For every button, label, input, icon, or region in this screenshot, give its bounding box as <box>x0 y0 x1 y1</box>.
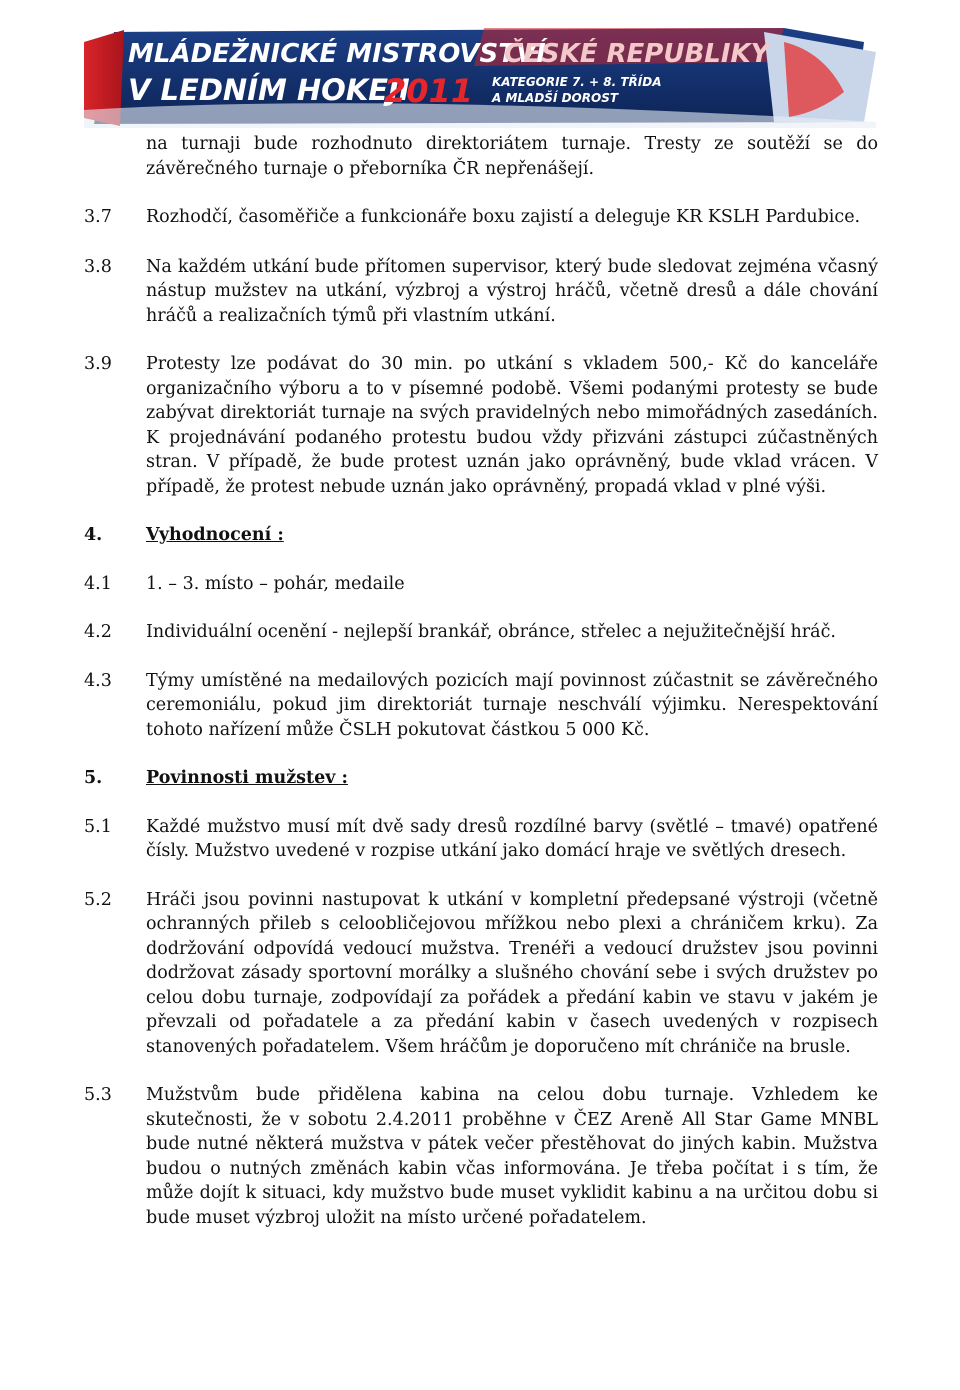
item-text: na turnaji bude rozhodnuto direktoriátem turnaje. Tresty ze soutěží se do závěrečného turnaje o přeborníka ČR nepřenášejí. <box>146 134 878 179</box>
heading-text: Povinnosti mužstev : <box>146 768 348 788</box>
item-number: 4. <box>84 525 103 545</box>
list-item <box>84 620 878 645</box>
item-number: 4.1 <box>84 573 112 594</box>
item-number: 3.8 <box>84 256 112 277</box>
item-number: 3.9 <box>84 354 112 374</box>
banner-category-2: A MLADŠÍ DOROST <box>492 91 619 105</box>
item-text: 1. – 3. místo – pohár, medaile <box>146 573 405 594</box>
banner-category-1: KATEGORIE 7. + 8. TŘÍDA <box>492 75 662 89</box>
list-item <box>84 205 878 230</box>
heading-text: Vyhodnocení : <box>146 525 284 545</box>
list-item <box>84 572 878 597</box>
item-number: 4.3 <box>84 670 112 691</box>
banner-title-2: ČESKÉ REPUBLIKY <box>504 39 770 69</box>
item-text: Individuální ocenění - nejlepší brankář, obránce, střelec a nejužitečnější hráč. <box>146 622 836 642</box>
document-body <box>84 132 878 1230</box>
list-item <box>84 255 878 329</box>
item-number: 5.3 <box>84 1085 112 1105</box>
banner-year: 2011 <box>384 72 474 110</box>
list-item <box>84 352 878 499</box>
list-item <box>84 1083 878 1230</box>
item-number: 5.1 <box>84 816 112 837</box>
banner-title-3: V LEDNÍM HOKEJI <box>128 73 410 107</box>
item-number <box>84 132 146 181</box>
item-text: Na každém utkání bude přítomen supervisor, který bude sledovat zejména včasný nástup mužstev na utkání, výzbroj a výstroj hráčů, včetně dresů a dále chování hráčů a realizačních týmů při vlastním utkání. <box>146 256 878 326</box>
item-number: 5. <box>84 768 103 788</box>
item-text: Hráči jsou povinni nastupovat k utkání v kompletní předepsané výstroji (včetně ochranných přileb s celoobličejovou mřížkou nebo plexi a chráničem krku). Za dodržování odpovídá vedoucí mužstva. Trenéři a vedoucí družstev jsou povinni dodržovat zásady sportovní morálky a slušného chování sebe i svých družstev po celou dobu turnaje, zodpovídají za pořádek a předání kabin ve stavu v jakém je převzali od pořadatele a za předání kabin v časech uvedených v rozpisech stanovených pořadatelem. Všem hráčům je doporučeno mít chrániče na brusle. <box>146 889 878 1057</box>
item-text: Každé mužstvo musí mít dvě sady dresů rozdílné barvy (světlé – tmavé) opatřené čísly. Mužstvo uvedené v rozpise utkání jako domácí hraje ve světlých dresech. <box>146 816 878 861</box>
section-heading <box>84 766 878 791</box>
list-item <box>84 669 878 743</box>
list-item <box>84 888 878 1060</box>
list-item <box>84 132 878 181</box>
item-number: 5.2 <box>84 889 112 910</box>
item-number: 4.2 <box>84 622 112 642</box>
item-text: Rozhodčí, časoměřiče a funkcionáře boxu zajistí a deleguje KR KSLH Pardubice. <box>146 207 861 227</box>
item-text: Protesty lze podávat do 30 min. po utkání s vkladem 500,- Kč do kanceláře organizačního výboru a to v písemné podobě. Všemi podanými protesty se bude zabývat direktoriát turnaje na svých pravidelných nebo mimořádných zasedáních. K projednávání podaného protestu budou vždy přizváni zástupci zúčastněných stran. V případě, že bude protest uznán jako oprávněný, bude vklad vrácen. V případě, že protest nebude uznán jako oprávněný, propadá vklad v plné výši. <box>146 354 878 497</box>
section-heading <box>84 523 878 548</box>
banner-title-1: MLÁDEŽNICKÉ MISTROVSTVÍ <box>128 39 546 69</box>
item-text: Mužstvům bude přidělena kabina na celou dobu turnaje. Vzhledem ke skutečnosti, že v sobotu 2.4.2011 proběhne v ČEZ Areně All Star Game MNBL bude nutné některá mužstva v pátek večer přestěhovat do jiných kabin. Mužstva budou o nutných změnách kabin včas informována. Je třeba počítat i s tím, že může dojít k situaci, kdy mužstvo bude muset vyklidit kabinu a na určitou dobu si bude muset výzbroj uložit na místo určené pořadatelem. <box>146 1085 878 1228</box>
list-item <box>84 815 878 864</box>
championship-banner <box>84 22 876 128</box>
item-number: 3.7 <box>84 207 112 227</box>
item-text: Týmy umístěné na medailových pozicích mají povinnost zúčastnit se závěrečného ceremoniálu, pokud jim direktoriát turnaje neschválí výjimku. Nerespektování tohoto nařízení může ČSLH pokutovat částkou 5 000 Kč. <box>146 670 878 740</box>
